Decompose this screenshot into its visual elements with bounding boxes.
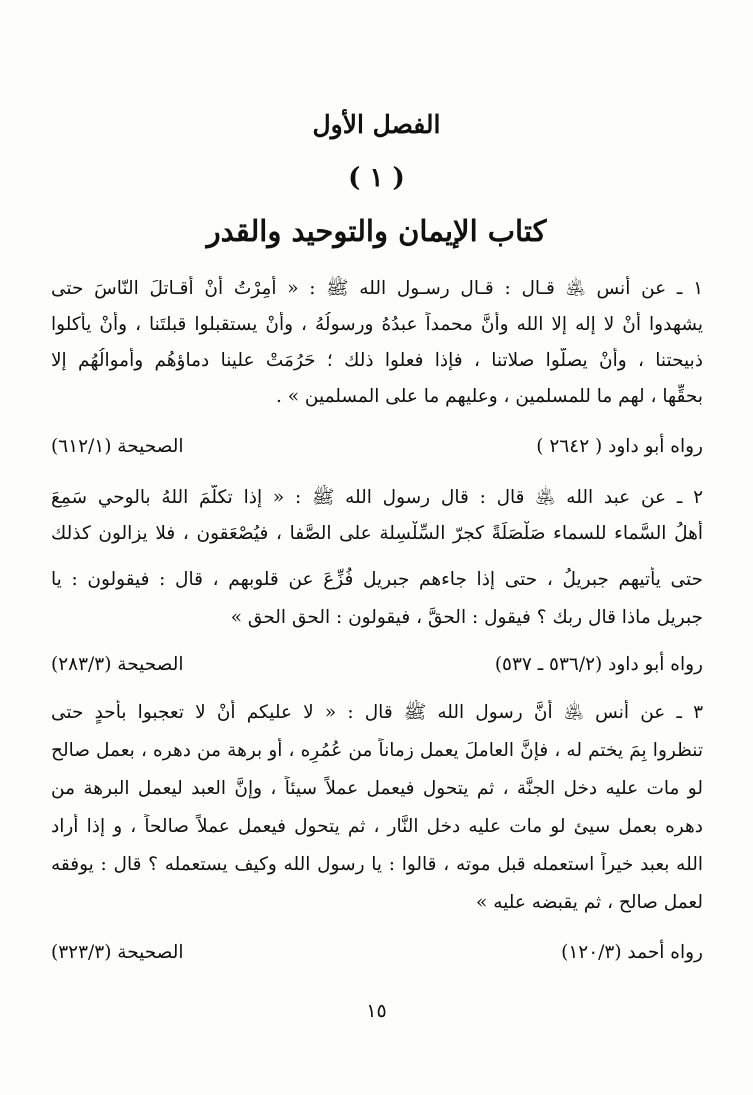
hadith-3-line-6: لعمل صالح ، ثم يقبضه عليه » [476, 892, 703, 913]
hadith-3-line-1: ٣ ـ عن أنس ﵁ أنَّ رسول الله ﷺ قال : « لا عليكم أنْ لا تعجبوا بأحدٍ حتى [51, 702, 703, 723]
hadith-3-grade: الصحيحة (٣٢٣/٣) [51, 942, 184, 963]
hadith-2-line-4: جبريل ماذا قال ربك ؟ فيقول : الحقَّ ، فيقولون : الحق الحق » [230, 607, 703, 628]
hadith-1-line-4: بحقِّها ، لهم ما للمسلمين ، وعليهم ما على المسلمين » . [275, 386, 703, 407]
page-number: ١٥ [366, 1000, 387, 1022]
chapter-title: الفصل الأول [312, 110, 441, 139]
hadith-3-line-4: دهره بعمل سيئ لو مات عليه دخل النَّار ، ثم يتحول فيعمل عملاً صالحاً ، و إذا أراد [51, 816, 703, 837]
hadith-1-line-2: يشهدوا أنْ لا إله إلا الله وأنَّ محمداً عبدُهُ ورسولُهُ ، وأنْ يستقبلوا قبلتَنا ، وأنْ يأكلوا [51, 314, 703, 335]
hadith-3-line-2: تنظروا بِمَ يختم له ، فإنَّ العاملَ يعمل زماناً من عُمُرِه ، أو برهة من دهره ، بعمل صالح [51, 740, 703, 761]
book-title: كتاب الإيمان والتوحيد والقدر [206, 214, 547, 248]
hadith-3-line-3: لو مات عليه دخل الجنَّة ، ثم يتحول فيعمل عملاً سيئاً ، وإنَّ العبد ليعمل البرهة من [51, 778, 703, 799]
hadith-2-line-2: أهلُ السَّماء للسماء صَلْصَلَةً كجرّ السِّلْسِلة على الصَّفا ، فيُصْعَقون ، فلا يزالون كذلك [51, 523, 703, 544]
hadith-1-line-3: ذبيحتنا ، وأنْ يصلُّوا صلاتنا ، فإذا فعلوا ذلك ؛ حَرُمَتْ علينا دماؤهُم وأموالُهُم إلا [51, 350, 703, 371]
hadith-1-grade: الصحيحة (٦١٢/١) [51, 436, 184, 457]
hadith-2-line-1: ٢ ـ عن عبد الله ﵁ قال : قال رسول الله ﷺ : « إذا تكلَّمَ اللهُ بالوحي سَمِعَ [51, 487, 703, 508]
hadith-2-grade: الصحيحة (٢٨٣/٣) [51, 654, 184, 675]
hadith-3-source: رواه أحمد (١٢٠/٣) [561, 942, 703, 963]
hadith-2-source: رواه أبو داود (٥٣٦/٢ ـ ٥٣٧) [494, 654, 703, 675]
hadith-1-line-1: ١ ـ عن أنس ﵁ قـال : قـال رسـول الله ﷺ : « أُمِرْتُ أنْ أُقـاتلَ النّاسَ حتى [51, 278, 703, 299]
hadith-3-line-5: الله بعبد خيراً استعمله قبل موته ، قالوا : يا رسول الله وكيف يستعمله ؟ قال : يوفقه [51, 854, 703, 875]
section-number: ( ١ ) [348, 163, 405, 193]
hadith-2-line-3: حتى يأتيهم جبريلُ ، حتى إذا جاءهم جبريل فُزِّعَ عن قلوبهم ، قال : فيقولون : يا [51, 569, 703, 590]
hadith-1-source: رواه أبو داود ( ٢٦٤٢ ) [536, 436, 703, 457]
